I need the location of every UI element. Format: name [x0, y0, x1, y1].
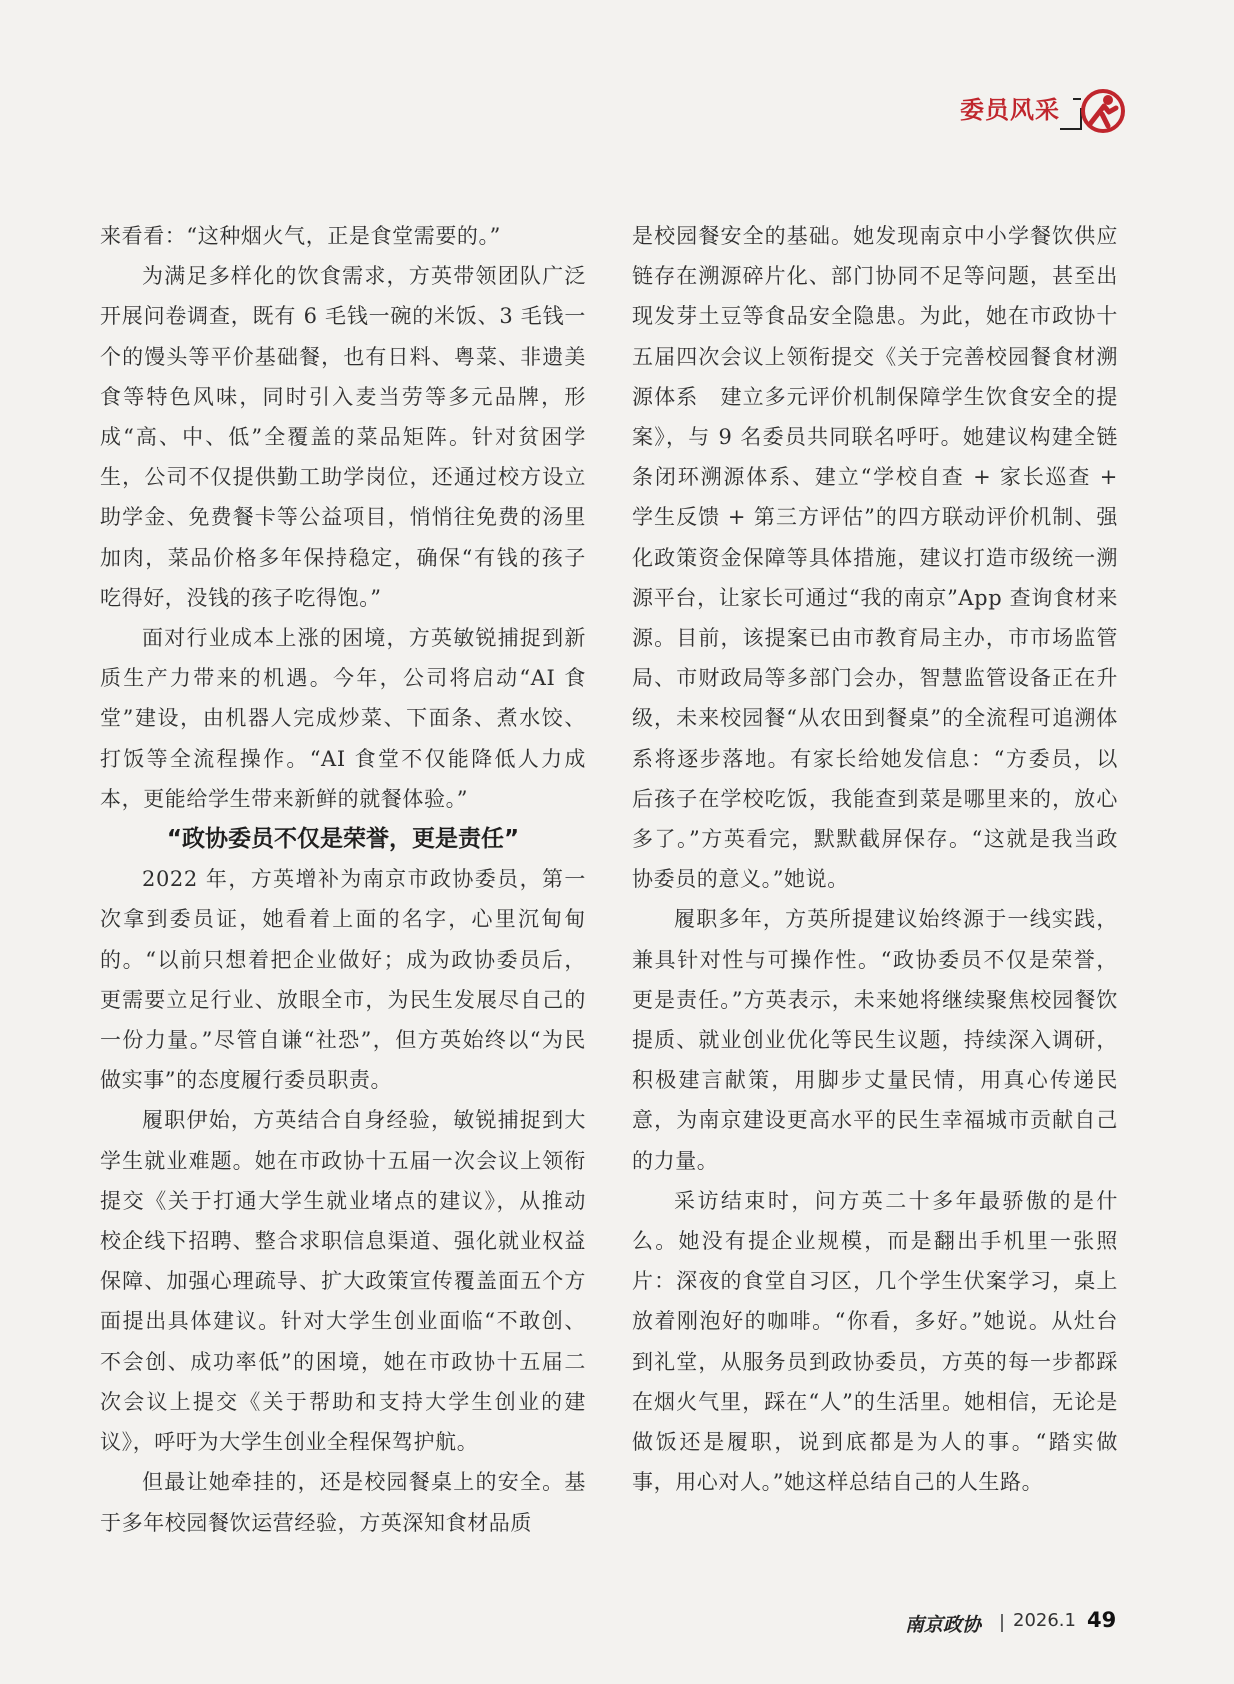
page-number: 49: [1087, 1608, 1117, 1632]
article-paragraph: 但最让她牵挂的，还是校园餐桌上的安全。基于多年校园餐饮运营经验，方英深知食材品质: [100, 1470, 586, 1535]
article-paragraph: 履职多年，方英所提建议始终源于一线实践，兼具针对性与可操作性。“政协委员不仅是荣誉，更是责任。”方英表示，未来她将继续聚焦校园餐饮提质、就业创业优化等民生议题，持续深入调研，积极建言献策，用脚步丈量民情，用真心传递民意，为南京建设更高水平的民生幸福城市贡献自己的力量。: [632, 907, 1118, 1173]
article-paragraph: 面对行业成本上涨的困境，方英敏锐捕捉到新质生产力带来的机遇。今年，公司将启动“AI 食堂”建设，由机器人完成炒菜、下面条、煮水饺、打饭等全流程操作。“AI 食堂不仅能降低人力成本，更能给学生带来新鲜的就餐体验。”: [100, 626, 586, 811]
article-paragraph: 履职伊始，方英结合自身经验，敏锐捕捉到大学生就业难题。她在市政协十五届一次会议上领衔提交《关于打通大学生就业堵点的建议》，从推动校企线下招聘、整合求职信息渠道、强化就业权益保障、加强心理疏导、扩大政策宣传覆盖面五个方面提出具体建议。针对大学生创业面临“不敢创、不会创、成功率低”的困境，她在市政协十五届二次会议上提交《关于帮助和支持大学生创业的建议》，呼吁为大学生创业全程保驾护航。: [100, 1108, 586, 1455]
article-paragraph: 为满足多样化的饮食需求，方英带领团队广泛开展问卷调查，既有 6 毛钱一碗的米饭、3 毛钱一个的馒头等平价基础餐，也有日料、粤菜、非遗美食等特色风味，同时引入麦当劳等多元品牌，形成“高、中、低”全覆盖的菜品矩阵。针对贫困学生，公司不仅提供勤工助学岗位，还通过校方设立助学金、免费餐卡等公益项目，悄悄往免费的汤里加肉，菜品价格多年保持稳定，确保“有钱的孩子吃得好，没钱的孩子吃得饱。”: [100, 264, 586, 610]
issue-number: 2026.1: [1013, 1610, 1076, 1631]
magazine-name: 南京政协: [905, 1614, 982, 1636]
cppcc-person-logo-icon: [1078, 86, 1128, 136]
article-paragraph: 是校园餐安全的基础。她发现南京中小学餐饮供应链存在溯源碎片化、部门协同不足等问题，甚至出现发芽土豆等食品安全隐患。为此，她在市政协十五届四次会议上领衔提交《关于完善校园餐食材溯源体系 建立多元评价机制保障学生饮食安全的提案》，与 9 名委员共同联名呼吁。她建议构建全链条闭环溯源体系、建立“学校自查 + 家长巡查 + 学生反馈 + 第三方评估”的四方联动评价机制、强化政策资金保障等具体措施，建议打造市级统一溯源平台，让家长可通过“我的南京”App 查询食材来源。目前，该提案已由市教育局主办，市市场监管局、市财政局等多部门会办，智慧监管设备正在升级，未来校园餐“从农田到餐桌”的全流程可追溯体系将逐步落地。有家长给她发信息：“方委员，以后孩子在学校吃饭，我能查到菜是哪里来的，放心多了。”方英看完，默默截屏保存。“这就是我当政协委员的意义。”她说。: [632, 224, 1118, 892]
article-paragraph: 采访结束时，问方英二十多年最骄傲的是什么。她没有提企业规模，而是翻出手机里一张照片：深夜的食堂自习区，几个学生伏案学习，桌上放着刚泡好的咖啡。“你看，多好。”她说。从灶台到礼堂，从服务员到政协委员，方英的每一步都踩在烟火气里，踩在“人”的生活里。她相信，无论是做饭还是履职，说到底都是为人的事。“踏实做事，用心对人。”她这样总结自己的人生路。: [632, 1188, 1118, 1495]
article-paragraph: 来看看：“这种烟火气，正是食堂需要的。”: [100, 224, 501, 248]
right-column: [632, 216, 1118, 1503]
left-column: [100, 216, 586, 1543]
page-footer: [905, 1604, 1125, 1638]
section-title: 委员风采: [960, 96, 1060, 124]
article-paragraph: 2022 年，方英增补为南京市政协委员，第一次拿到委员证，她看着上面的名字，心里沉甸甸的。“以前只想着把企业做好；成为政协委员后，更需要立足行业、放眼全市，为民生发展尽自己的一份力量。”尽管自谦“社恐”，但方英始终以“为民做实事”的态度履行委员职责。: [100, 867, 586, 1093]
section-header: [960, 90, 1180, 140]
section-subheading: “政协委员不仅是荣誉，更是责任”: [166, 826, 520, 853]
footer-divider: [1001, 1614, 1003, 1632]
